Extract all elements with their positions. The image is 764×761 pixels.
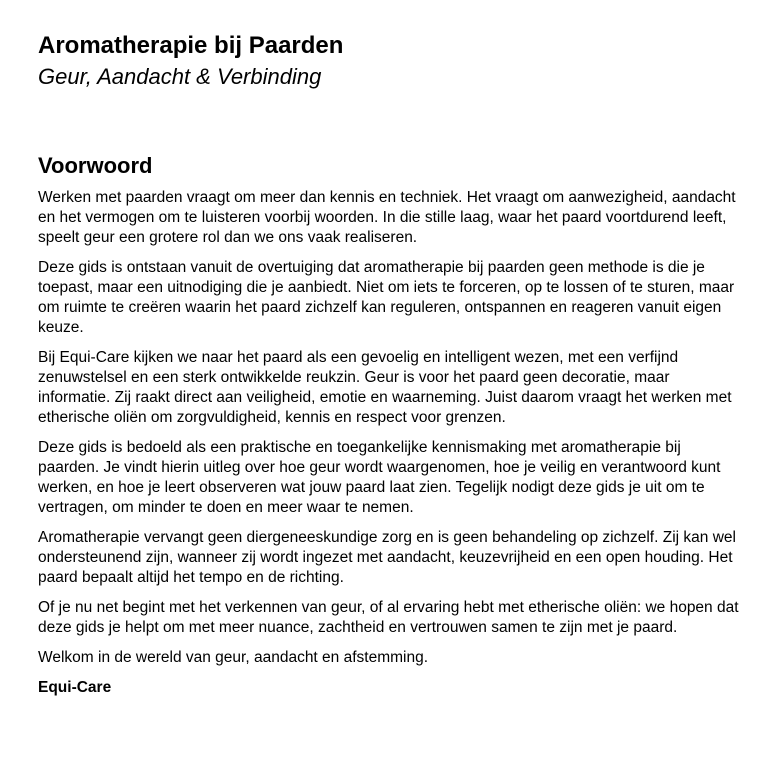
paragraph: Welkom in de wereld van geur, aandacht en afstemming. <box>38 649 429 666</box>
signature: Equi-Care <box>38 679 112 696</box>
document-subtitle: Geur, Aandacht & Verbinding <box>38 64 322 89</box>
paragraph: Werken met paarden vraagt om meer dan kennis en techniek. Het vraagt om aanwezigheid, aandacht en het vermogen om te luisteren voorbij woorden. In die stille laag, waar het paard voortdurend leeft, speelt geur een grotere rol dan we ons vaak realiseren. <box>38 189 736 246</box>
paragraph: Aromatherapie vervangt geen diergeneeskundige zorg en is geen behandeling op zichzelf. Zij kan wel ondersteunend zijn, wanneer zij wordt ingezet met aandacht, keuzevrijheid en een open houding. Het paard bepaalt altijd het tempo en de richting. <box>38 529 736 586</box>
paragraph: Of je nu net begint met het verkennen van geur, of al ervaring hebt met etherische oliën: we hopen dat deze gids je helpt om met meer nuance, zachtheid en vertrouwen samen te zijn met je paard. <box>38 599 739 636</box>
paragraph: Bij Equi-Care kijken we naar het paard als een gevoelig en intelligent wezen, met een verfijnd zenuwstelsel en een sterk ontwikkelde reukzin. Geur is voor het paard geen decoratie, maar informatie. Zij raakt direct aan veiligheid, emotie en waarneming. Juist daarom vraagt het werken met etherische oliën om zorgvuldigheid, kennis en respect voor grenzen. <box>38 349 732 426</box>
paragraph: Deze gids is ontstaan vanuit de overtuiging dat aromatherapie bij paarden geen methode is die je toepast, maar een uitnodiging die je aanbiedt. Niet om iets te forceren, op te lossen of te sturen, maar om ruimte te creëren waarin het paard zichzelf kan reguleren, ontspannen en reageren vanuit eigen keuze. <box>38 259 735 336</box>
section-heading: Voorwoord <box>38 153 153 178</box>
paragraph: Deze gids is bedoeld als een praktische en toegankelijke kennismaking met aromatherapie bij paarden. Je vindt hierin uitleg over hoe geur wordt waargenomen, hoe je veilig en verantwoord kunt werken, en hoe je leert observeren wat jouw paard laat zien. Tegelijk nodigt deze gids je uit om te vertragen, om minder te doen en meer waar te nemen. <box>38 439 721 516</box>
document-title: Aromatherapie bij Paarden <box>38 32 344 59</box>
